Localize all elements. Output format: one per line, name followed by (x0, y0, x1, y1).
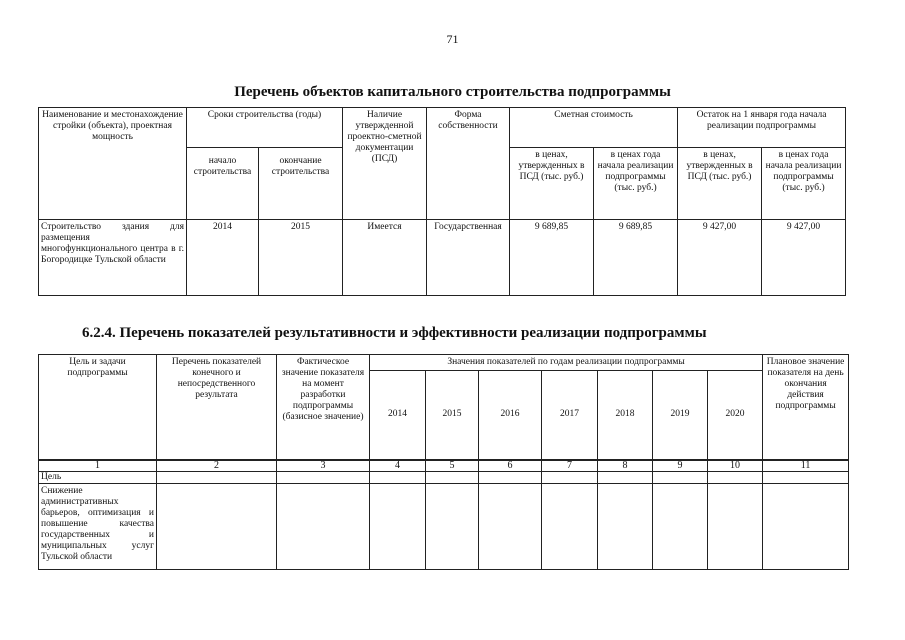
column-number: 7 (542, 460, 598, 472)
column-number: 8 (598, 460, 653, 472)
empty-cell (479, 471, 542, 483)
column-number: 4 (370, 460, 426, 472)
header-ownership: Форма собственности (427, 108, 510, 220)
header-cost-start: в ценах года начала реализации подпрограммы (тыс. руб.) (594, 148, 678, 220)
page-number: 71 (446, 32, 459, 46)
header-name: Наименование и местонахождение стройки (объекта), проектная мощность (39, 108, 187, 220)
indicators-table (38, 354, 849, 570)
header-remain-psd: в ценах, утвержденных в ПСД (тыс. руб.) (678, 148, 762, 220)
empty-cell (370, 471, 426, 483)
year-header: 2018 (598, 371, 653, 460)
empty-cell (708, 483, 763, 569)
header-terms: Сроки строительства (годы) (187, 108, 343, 148)
empty-cell (426, 471, 479, 483)
year-header: 2014 (370, 371, 426, 460)
goal-text: Снижение административных барьеров, оптимизация и повышение качества государственных и муниципальных услуг Тульской области (39, 483, 157, 569)
empty-cell (708, 471, 763, 483)
empty-cell (479, 483, 542, 569)
header-actual: Фактическое значение показателя на момент разработки подпрограммы (базисное значение) (277, 355, 370, 460)
object-psd: Имеется (343, 220, 427, 296)
object-remain-psd: 9 427,00 (678, 220, 762, 296)
object-cost-start: 9 689,85 (594, 220, 678, 296)
empty-cell (598, 471, 653, 483)
header-values-by-year: Значения показателей по годам реализации подпрограммы (370, 355, 763, 371)
empty-cell (763, 471, 849, 483)
header-planned: Плановое значение показателя на день окончания действия подпрограммы (763, 355, 849, 460)
empty-cell (426, 483, 479, 569)
empty-cell (157, 471, 277, 483)
empty-cell (598, 483, 653, 569)
empty-cell (653, 483, 708, 569)
empty-cell (542, 471, 598, 483)
year-header: 2020 (708, 371, 763, 460)
column-number: 9 (653, 460, 708, 472)
column-number: 2 (157, 460, 277, 472)
empty-cell (542, 483, 598, 569)
header-remain-start: в ценах года начала реализации подпрограммы (тыс. руб.) (762, 148, 846, 220)
column-number: 5 (426, 460, 479, 472)
section-title-indicators: 6.2.4. Перечень показателей результативности и эффективности реализации подпрограммы (82, 325, 707, 341)
header-cost: Сметная стоимость (510, 108, 678, 148)
object-end-year: 2015 (259, 220, 343, 296)
header-cost-psd: в ценах, утвержденных в ПСД (тыс. руб.) (510, 148, 594, 220)
header-end: окончание строительства (259, 148, 343, 220)
column-number: 3 (277, 460, 370, 472)
header-indicators: Перечень показателей конечного и непосредственного результата (157, 355, 277, 460)
empty-cell (653, 471, 708, 483)
column-number: 11 (763, 460, 849, 472)
year-header: 2015 (426, 371, 479, 460)
year-header: 2017 (542, 371, 598, 460)
empty-cell (277, 483, 370, 569)
empty-cell (157, 483, 277, 569)
header-remain: Остаток на 1 января года начала реализации подпрограммы (678, 108, 846, 148)
object-remain-start: 9 427,00 (762, 220, 846, 296)
goal-label: Цель (39, 471, 157, 483)
construction-objects-table (38, 107, 846, 296)
empty-cell (277, 471, 370, 483)
year-header: 2019 (653, 371, 708, 460)
column-number: 6 (479, 460, 542, 472)
column-number: 1 (39, 460, 157, 472)
header-goal: Цель и задачи подпрограммы (39, 355, 157, 460)
object-name: Строительство здания для размещения многофункционального центра в г. Богородицке Тульской области (39, 220, 187, 296)
empty-cell (763, 483, 849, 569)
section-title-construction: Перечень объектов капитального строительства подпрограммы (234, 84, 671, 100)
header-psd: Наличие утвержденной проектно-сметной документации (ПСД) (343, 108, 427, 220)
empty-cell (370, 483, 426, 569)
column-number: 10 (708, 460, 763, 472)
object-cost-psd: 9 689,85 (510, 220, 594, 296)
year-header: 2016 (479, 371, 542, 460)
header-start: начало строительства (187, 148, 259, 220)
object-ownership: Государственная (427, 220, 510, 296)
object-start-year: 2014 (187, 220, 259, 296)
